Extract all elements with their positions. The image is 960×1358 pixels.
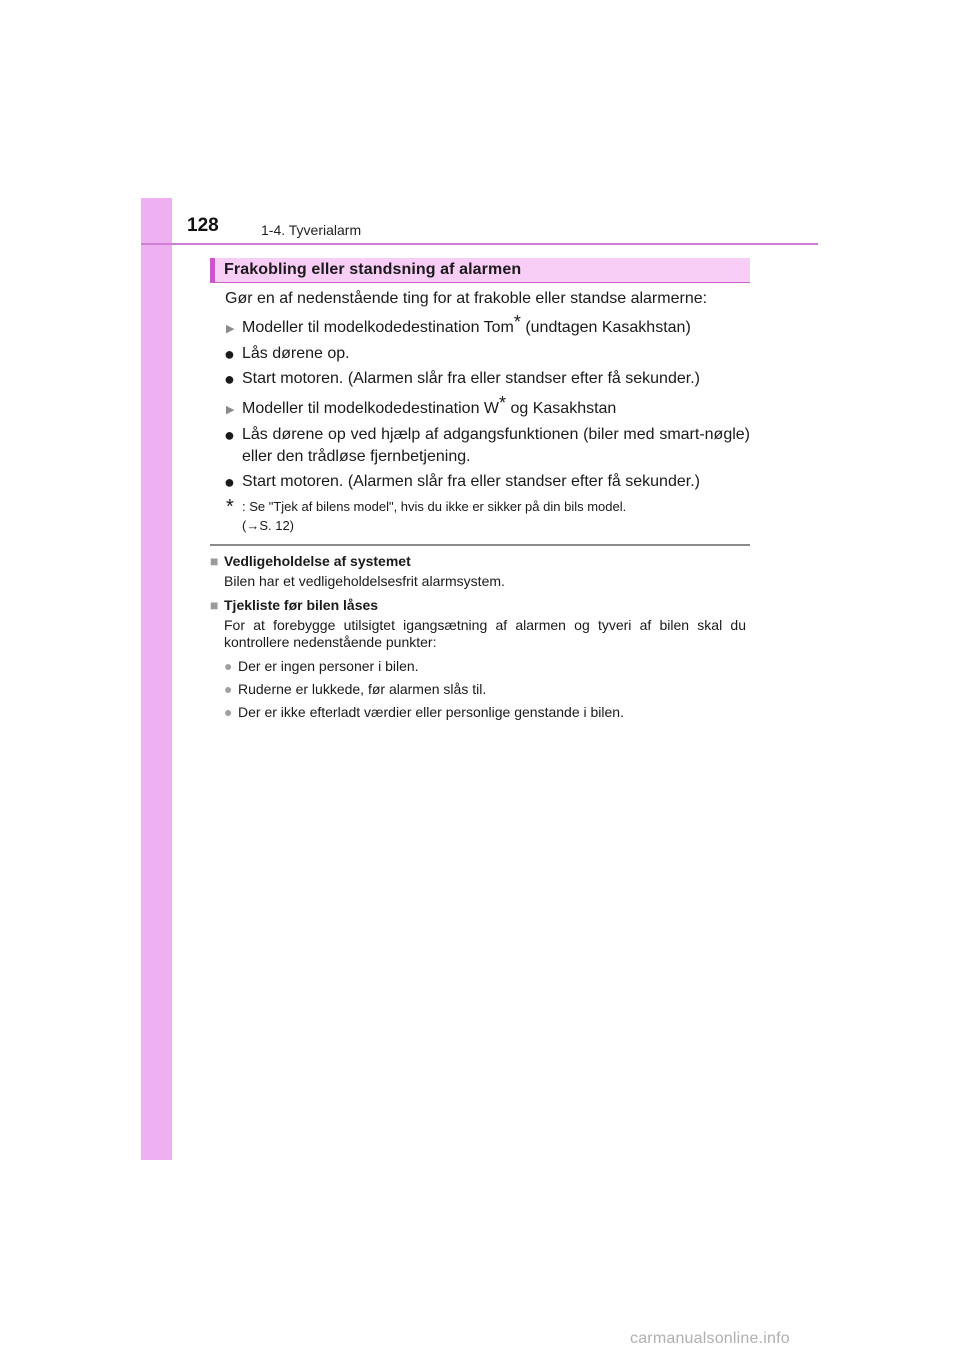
section-divider [210,544,750,546]
page-reference-link[interactable]: (→S. 12) [242,518,295,533]
bullet-icon: ● [224,369,235,389]
watermark: carmanualsonline.info [630,1330,790,1347]
footnote-text: : Se "Tjek af bilens model", hvis du ikke er sikker på din bils model. [242,499,627,514]
model-label: Modeller til modelkodedestination Tom [242,319,514,336]
list-item: ● Start motoren. (Alarmen slår fra eller standser efter få sekunder.) [224,369,700,389]
model-group-heading [210,392,750,420]
model-label: Modeller til modelkodedestination W [242,400,500,417]
bullet-icon: ● [224,472,235,492]
square-marker-icon: ■ [210,553,219,569]
asterisk-marker: * [226,496,234,518]
model-group-heading [210,311,750,339]
note-title: ■ Tjekliste før bilen låses [210,597,379,613]
main-content [210,288,750,535]
note-title: ■ Vedligeholdelse af systemet [210,553,411,569]
checklist-item: ● Der er ikke efterladt værdier eller personlige genstande i bilen. [224,704,624,720]
footnote [210,497,750,535]
header-rule [141,243,818,245]
arrow-icon: ▶ [226,323,235,335]
note-body: Bilen har et vedligeholdelsesfrit alarmsystem. [224,573,505,589]
bullet-icon: ● [224,658,233,674]
bullet-icon: ● [224,681,233,697]
model-label-suffix: (undtagen Kasakhstan) [520,319,691,336]
section-reference: 1-4. Tyverialarm [261,222,362,238]
page-number: 128 [187,215,219,236]
notes-section [210,553,746,727]
square-marker-icon: ■ [210,597,219,613]
intro-text: Gør en af nedenstående ting for at frakoble eller standse alarmerne: [225,290,708,307]
list-item: ● Start motoren. (Alarmen slår fra eller standser efter få sekunder.) [224,472,700,492]
asterisk-marker: * [513,311,521,332]
checklist-item: ● Ruderne er lukkede, før alarmen slås til. [224,681,487,697]
side-tab-strip [141,198,172,1160]
list-item: ● Lås dørene op ved hjælp af adgangsfunktionen (biler med smart-nøgle) eller den trådløse fjernbetjening. [210,424,750,468]
bullet-icon: ● [224,344,235,364]
model-label-suffix: og Kasakhstan [506,400,617,417]
note-body: For at forebygge utilsigtet igangsætning af alarmen og tyveri af bilen skal du kontrollere nedenstående punkter: [224,617,746,650]
bullet-icon: ● [224,425,235,445]
arrow-icon: ▶ [226,404,235,416]
bullet-icon: ● [224,704,233,720]
section-heading: Frakobling eller standsning af alarmen [210,258,750,283]
asterisk-marker: * [499,392,507,413]
checklist-item: ● Der er ingen personer i bilen. [224,658,419,674]
list-item: ● Lås dørene op. [224,344,350,364]
